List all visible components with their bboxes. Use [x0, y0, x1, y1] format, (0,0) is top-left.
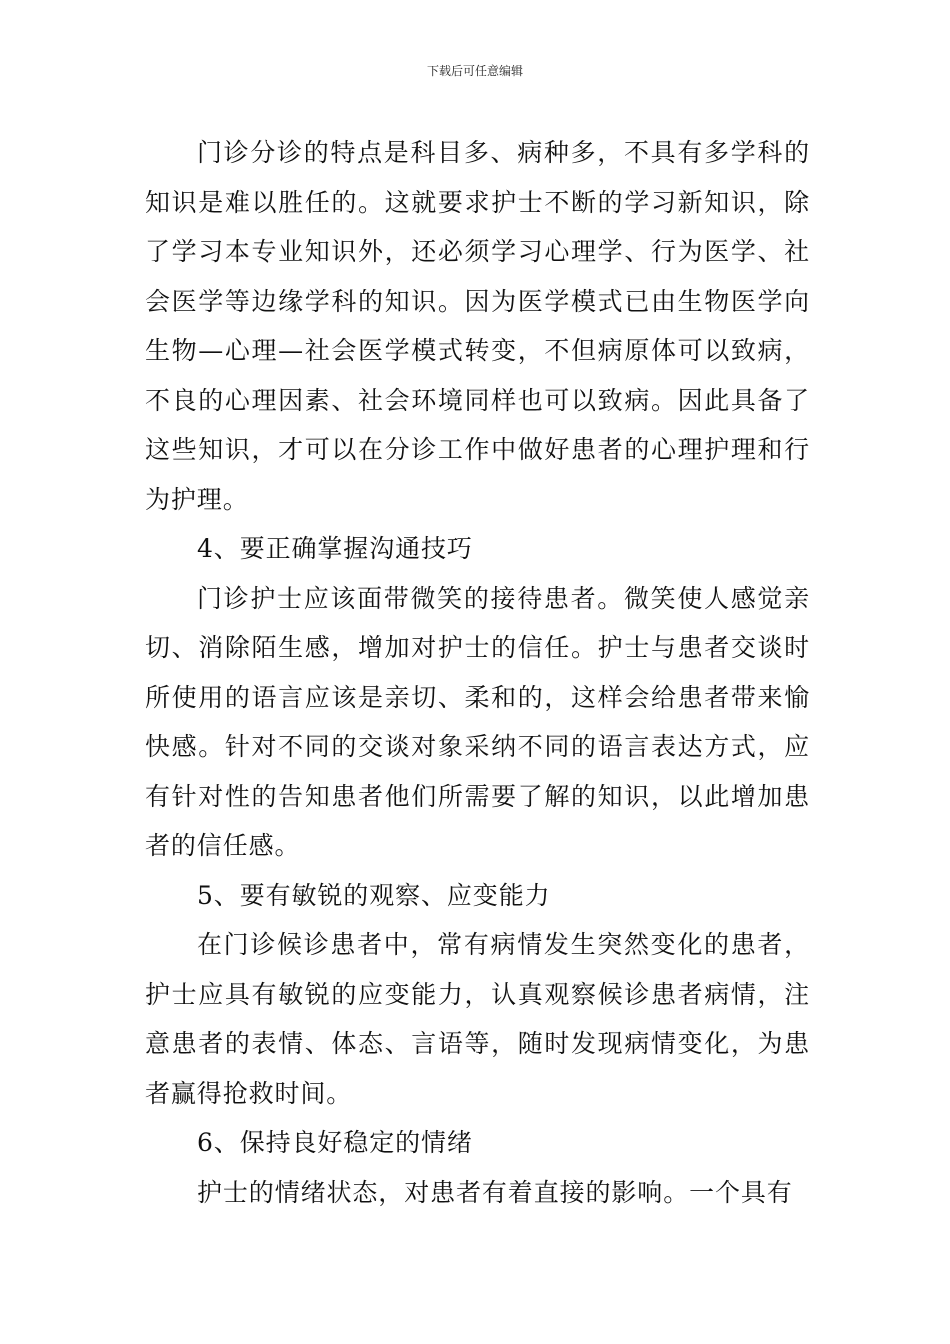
document-body	[145, 128, 810, 1217]
heading-observation-ability: 5、要有敏锐的观察、应变能力	[197, 880, 551, 910]
page-header: 下载后可任意编辑	[426, 64, 523, 78]
paragraph-communication: 门诊护士应该面带微笑的接待患者。微笑使人感觉亲切、消除陌生感，增加对护士的信任。护士与患者交谈时所使用的语言应该是亲切、柔和的，这样会给患者带来愉快感。针对不同的交谈对象采纳不同的语言表达方式，应有针对性的告知患者他们所需要了解的知识，以此增加患者的信任感。	[145, 583, 810, 860]
heading-communication-skills: 4、要正确掌握沟通技巧	[197, 534, 473, 563]
paragraph-observation: 在门诊候诊患者中，常有病情发生突然变化的患者，护士应具有敏锐的应变能力，认真观察候诊患者病情，注意患者的表情、体态、言语等，随时发现病情变化，为患者赢得抢救时间。	[145, 930, 810, 1108]
heading-stable-emotions: 6、保持良好稳定的情绪	[197, 1128, 473, 1157]
paragraph-emotions: 护士的情绪状态，对患者有着直接的影响。一个具有	[197, 1177, 793, 1207]
paragraph-knowledge: 门诊分诊的特点是科目多、病种多，不具有多学科的知识是难以胜任的。这就要求护士不断的学习新知识，除了学习本专业知识外，还必须学习心理学、行为医学、社会医学等边缘学科的知识。因为医学模式已由生物医学向生物—心理—社会医学模式转变，不但病原体可以致病，不良的心理因素、社会环境同样也可以致病。因此具备了这些知识，才可以在分诊工作中做好患者的心理护理和行为护理。	[145, 138, 810, 514]
